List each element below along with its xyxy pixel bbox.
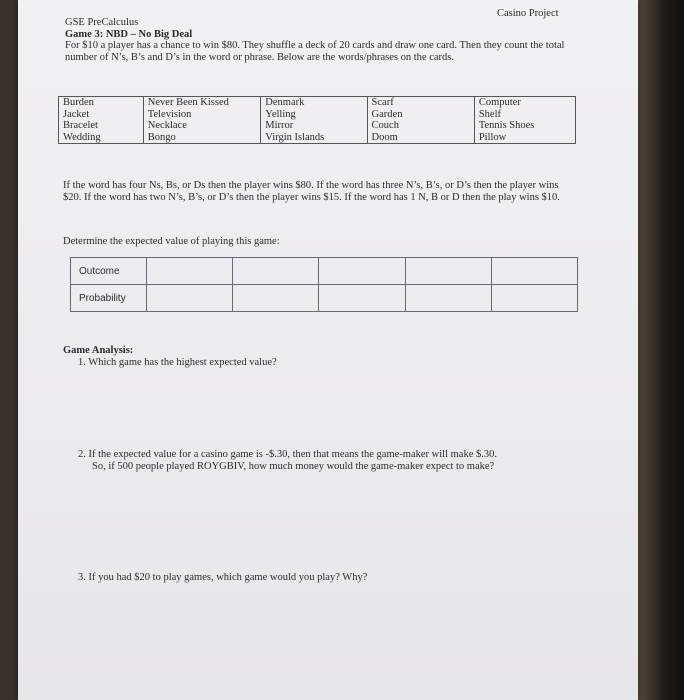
cards-row (59, 97, 576, 144)
card-cell (143, 97, 261, 144)
ev-cell[interactable] (233, 258, 319, 285)
card-word: Couch (371, 120, 399, 131)
card-word: Jacket (63, 108, 90, 120)
card-word: Computer (478, 97, 521, 108)
card-cell (474, 97, 575, 144)
card-word: Bongo (147, 131, 176, 143)
card-cell (367, 97, 474, 144)
ev-cell[interactable] (233, 285, 319, 312)
ev-cell[interactable] (491, 285, 577, 312)
card-word: Garden (371, 108, 403, 120)
game-title: Game 3: NBD – No Big Deal (65, 29, 193, 40)
card-word: Virgin Islands (265, 131, 325, 143)
ev-row-outcome (71, 258, 578, 285)
card-word: Necklace (147, 120, 187, 131)
question-3: 3. If you had $20 to play games, which game would you play? Why? (78, 572, 368, 583)
card-word: Scarf (371, 97, 394, 108)
card-word: Yelling (265, 108, 296, 120)
card-word: Denmark (265, 97, 305, 108)
card-word: Tennis Shoes (478, 120, 535, 131)
card-word: Mirror (265, 120, 294, 131)
ev-cell[interactable] (147, 285, 233, 312)
card-word: Burden (63, 97, 94, 108)
ev-row-label: Probability (71, 285, 147, 312)
card-word: Pillow (478, 131, 507, 143)
analysis-heading: Game Analysis: (63, 345, 134, 356)
card-word: Bracelet (63, 120, 98, 131)
ev-prompt: Determine the expected value of playing this game: (63, 236, 280, 247)
card-word: Doom (371, 131, 398, 143)
project-title: Casino Project (497, 8, 559, 19)
card-word: Television (147, 108, 192, 120)
cards-table (58, 96, 576, 144)
ev-cell[interactable] (405, 258, 491, 285)
desk-edge (638, 0, 684, 700)
card-word: Shelf (478, 108, 501, 120)
ev-cell[interactable] (405, 285, 491, 312)
ev-cell[interactable] (319, 258, 405, 285)
ev-cell[interactable] (147, 258, 233, 285)
ev-table (70, 257, 578, 312)
card-cell (261, 97, 367, 144)
card-word: Never Been Kissed (147, 97, 229, 108)
ev-row-probability (71, 285, 578, 312)
course-title: GSE PreCalculus (65, 17, 139, 28)
card-word: Wedding (63, 131, 101, 143)
ev-cell[interactable] (319, 285, 405, 312)
ev-row-label: Outcome (71, 258, 147, 285)
game-intro: For $10 a player has a chance to win $80. They shuffle a deck of 20 cards and draw one card. Then they count the total number of N’s, B’s and D’s in the word or phrase. Below are the words/phrases on the cards. (65, 40, 565, 63)
question-2-line-1: 2. If the expected value for a casino game is -$.30, then that means the game-maker will make $.30. (78, 449, 497, 460)
question-1: 1. Which game has the highest expected value? (78, 357, 277, 368)
card-cell (59, 97, 144, 144)
ev-cell[interactable] (491, 258, 577, 285)
worksheet-page (18, 0, 638, 700)
payout-rules: If the word has four Ns, Bs, or Ds then the player wins $80. If the word has three N’s, B’s, or D’s then the player wins $20. If the word has two N’s, B’s, or D’s then the player wins $15. If the word has 1 N, B or D then the play wins $10. (63, 180, 560, 203)
question-2-line-2: So, if 500 people played ROYGBIV, how much money would the game-maker expect to make? (92, 461, 495, 472)
